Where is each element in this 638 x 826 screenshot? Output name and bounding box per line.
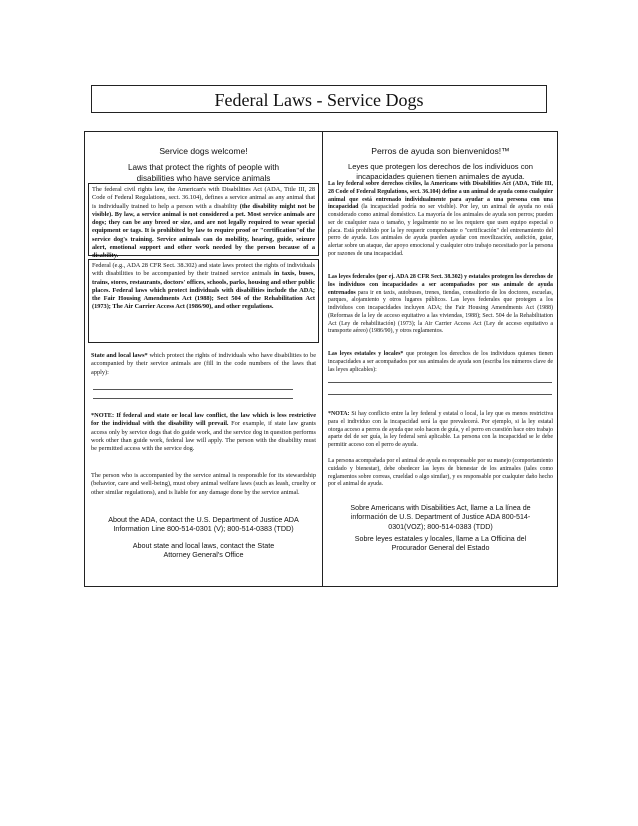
main-panel [84, 131, 558, 587]
state-laws-label: State and local laws* [91, 352, 148, 359]
spanish-federal-laws-text: para ir en taxis, autobuses, trenes, tiendas, consultorio de los doctores, escuelas, parques, alojamiento y otros lugares públicos. Las leyes federales que protegen a los individuos con incapacidades incluyen ADA; the Fair Housing Amendments Act (1988) (Reformas de la ley de acceso equitativo a las viviendas, 1988); Sect. 504 de la Rehabilitation Act (Ley de rehabilitación) (1973); la Air Carrier Access Act (Ley de acceso equitativo a transporte aéreo) (1986/90), y otros reglamentos. [328, 289, 553, 335]
spanish-definition [328, 181, 553, 259]
state-laws-text: which protect the rights of individuals who have disabilities to be accompanied by their service animals are (fill in the code numbers of the laws that apply): [91, 352, 317, 376]
ada-definition-box [88, 183, 319, 260]
spanish-column [322, 132, 559, 586]
spanish-definition-bold: La ley federal sobre derechos civiles, la Americans with Disabilities Act (ADA, Title III, 28 Code of Federal Regulations, sect. 36.104) define a un animal de ayuda como cualquier animal que está entrenado individualmente para ayudar a una persona con una incapacidad [328, 181, 553, 211]
spanish-definition-text: (la incapacidad podría no ser visible). Por ley, un animal de ayuda no está considerado como animal doméstico. La mayoría de los animales de ayuda son perros; pueden ser de cualquier raza o tamaño, y legalmente no se les requiere que usen equipo especial o placa. Está prohibido por la ley requerir comprobante o "certificación" del entrenamiento del perro de ayuda. Los animales de ayuda pueden ayudar con movilización, audición, guiar, alertar sobre un ataque, dar apoyo emocional y cualquier otro trabajo necesitado por la persona por razones de una incapacidad. [328, 204, 553, 257]
page-title: Federal Laws - Service Dogs [91, 85, 547, 113]
federal-laws-box [88, 259, 319, 343]
spanish-state-laws-text: que protegen los derechos de los individuos quienes tienen incapacidades a ser acompañados por sus animales de ayuda son (escriba los números clave de las leyes aplicables): [328, 351, 553, 373]
ada-definition-text: The federal civil rights law, the American's with Disabilities Act (ADA, Title III, 28 Code of Federal Regulations, sect. 36.104), defines a service animal as any animal that is individually trained to help a person with a disability [92, 186, 315, 210]
english-column [85, 132, 323, 586]
spanish-subheading: Leyes que protegen los derechos de los individuos con incapacidades quienen tienen animales de ayuda. [348, 162, 533, 181]
spanish-responsibility: La persona acompañada por el animal de ayuda es responsable por su manejo (comportamiento cuidado y bienestar), debe obedecer las leyes de bienestar de los animales (tales como reglamentos sobre correas, crueldad o algo similar), y es responsable por cualquier daño hecho por el animal de ayuda. [328, 458, 553, 488]
spanish-federal-laws [328, 274, 553, 336]
conflict-note-bold: *NOTE: If federal and state or local law conflict, the law which is less restrictive for the individual with the disability will prevail. [91, 412, 316, 428]
ada-contact: About the ADA, contact the U.S. Department of Justice ADA Information Line 800-514-0301 (V); 800-514-0383 (TDD) [108, 515, 299, 534]
spanish-state-contact: Sobre leyes estatales y locales, llame a La Officina del Procurador General del Estado [354, 535, 527, 553]
conflict-note-text: For example, if state law grants access only by service dogs that do guide work, and the service dog in question performs work other than guide work, federal law will apply. The person with the disability must be permitted access with the service dog. [91, 420, 316, 453]
spanish-state-laws [328, 351, 553, 374]
federal-laws-bold: in taxis, buses, trains, stores, restaurants, doctors' offices, schools, parks, housing and other public places. Federal laws which protect individuals with disabilities include the ADA; the Fair Housing Amendments Act (1988); Sect 504 of the Rehabilitation Act (1973); The Air Carrier Access Act (1986/90), and other regulations. [92, 270, 316, 311]
ada-definition-bold: (the disability might not be visible). By law, a service animal is not considered a pet. Most service animals are dogs; they can be any breed or size, and are not legally required to wear special equipment or tags. It is prohibited by law to require proof or "certification"of the service dog's training. Service animals can do mobility, hearing, guide, seizure alert, emotional support and other work needed by the person because of a disability. [92, 202, 316, 260]
spanish-ada-contact: Sobre Americans with Disabilities Act, llame a La línea de información de U.S. Department of Justice ADA 800-514-0301(VOZ); 800-514-0383 (TDD) [350, 504, 531, 531]
state-contact: About state and local laws, contact the State Attorney General's Office [132, 541, 275, 560]
spanish-state-laws-label: Las leyes estatales y locales* [328, 351, 404, 357]
fill-in-line-1[interactable] [93, 389, 293, 390]
spanish-heading: Perros de ayuda son bienvenidos!™ [371, 146, 510, 156]
spanish-conflict-note [328, 411, 553, 450]
spanish-federal-laws-bold: Las leyes federales (por ej. ADA 28 CFR Sect. 38.302) y estatales protegen los derechos de los individuos con incapacidades a ser acompañados por sus animale de ayuda entrenados [328, 274, 553, 296]
state-laws-block [91, 352, 316, 377]
spanish-conflict-note-text: Si hay conflicto entre la ley federal y estatal o local, la ley que es menos restrictiva para el individuo con la incapacidad será la que prevalecerá. Por ejemplo, si la ley estatal otorga acceso a perros de ayuda que solo hacen de guía, y el perro en cuestión hace otro trabajo aparte del de ser guía, la ley federal será aplicable. La persona con la incapacidad se le debe permitir acceso con el perro de ayuda. [328, 411, 553, 448]
federal-laws-text: Federal (e.g., ADA 28 CFR Sect. 38.302) and state laws protect the rights of individuals with disabilities to be accompanied by their trained service animals [92, 262, 315, 278]
spanish-fill-in-line-2[interactable] [328, 394, 552, 395]
english-subheading: Laws that protect the rights of people with disabilities who have service animals [127, 163, 280, 183]
english-heading: Service dogs welcome! [159, 146, 248, 156]
spanish-conflict-note-bold: *NOTA: [328, 411, 350, 417]
responsibility-text: The person who is accompanied by the service animal is responsible for its stewardship (behavior, care and well-being), must obey animal welfare laws (such as leash, cruelty or other similar regulations), and is liable for any damage done by the service animal. [91, 472, 316, 496]
conflict-note [91, 412, 316, 453]
spanish-fill-in-line-1[interactable] [328, 382, 552, 383]
fill-in-line-2[interactable] [93, 398, 293, 399]
